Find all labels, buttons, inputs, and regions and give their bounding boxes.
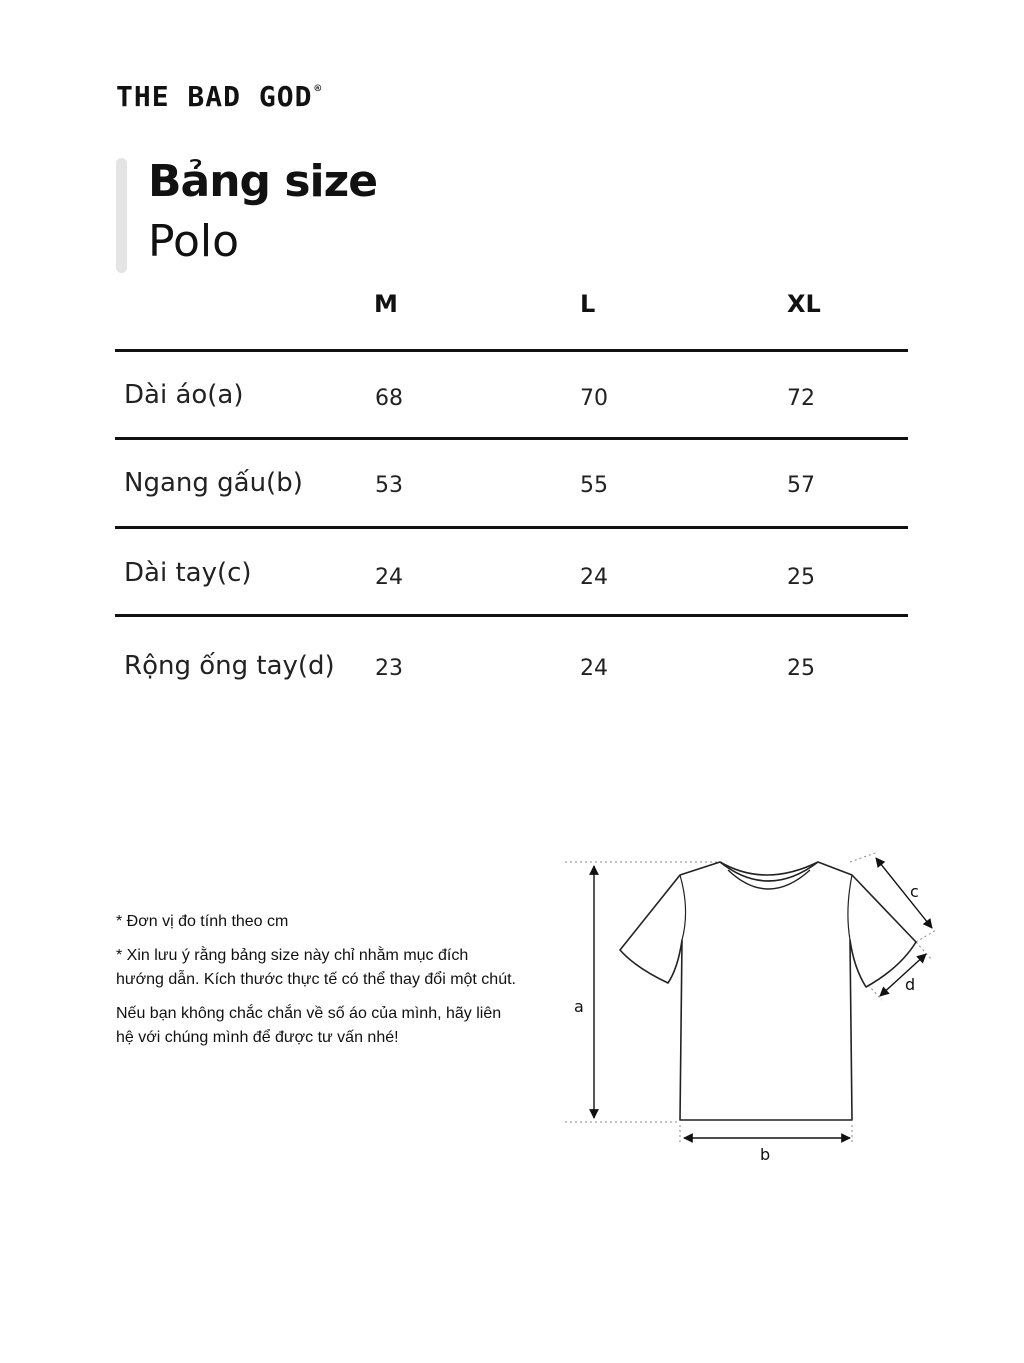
row-label: Ngang gấu(b): [124, 468, 303, 498]
table-divider: [115, 437, 908, 440]
table-divider: [115, 526, 908, 529]
size-notes: [116, 910, 516, 1060]
label-a: a: [574, 997, 584, 1016]
cell-value: 24: [375, 565, 403, 590]
title-accent-bar: [116, 158, 127, 273]
cell-value: 72: [787, 386, 815, 411]
cell-value: 70: [580, 386, 608, 411]
tshirt-measurement-diagram: [560, 850, 950, 1180]
brand-name: THE BAD GOD: [116, 80, 313, 113]
note-disclaimer: * Xin lưu ý rằng bảng size này chỉ nhằm mục đích hướng dẫn. Kích thước thực tế có thể thay đổi một chút.: [116, 947, 516, 988]
page-subtitle: Polo: [148, 216, 240, 267]
cell-value: 55: [580, 473, 608, 498]
label-d: d: [905, 975, 916, 994]
tshirt-outline: [620, 862, 916, 1120]
cell-value: 53: [375, 473, 403, 498]
note-contact: Nếu bạn không chắc chắn về số áo của mình, hãy liên hệ với chúng mình để được tư vấn nhé!: [116, 1005, 502, 1046]
label-c: c: [910, 882, 919, 901]
table-divider: [115, 614, 908, 617]
page-title: Bảng size: [148, 156, 378, 207]
cell-value: 23: [375, 656, 403, 681]
size-header-m: M: [374, 290, 398, 318]
cell-value: 24: [580, 656, 608, 681]
label-b: b: [760, 1145, 771, 1164]
row-label: Dài áo(a): [124, 380, 244, 410]
size-header-l: L: [580, 290, 596, 318]
registered-mark: ®: [314, 81, 323, 95]
cell-value: 68: [375, 386, 403, 411]
row-label: Dài tay(c): [124, 558, 252, 588]
brand-logo: [116, 80, 322, 113]
note-unit: * Đơn vị đo tính theo cm: [116, 913, 289, 930]
table-divider: [115, 349, 908, 352]
row-label: Rộng ống tay(d): [124, 651, 335, 681]
cell-value: 57: [787, 473, 815, 498]
cell-value: 25: [787, 565, 815, 590]
cell-value: 24: [580, 565, 608, 590]
cell-value: 25: [787, 656, 815, 681]
size-header-xl: XL: [787, 290, 821, 318]
